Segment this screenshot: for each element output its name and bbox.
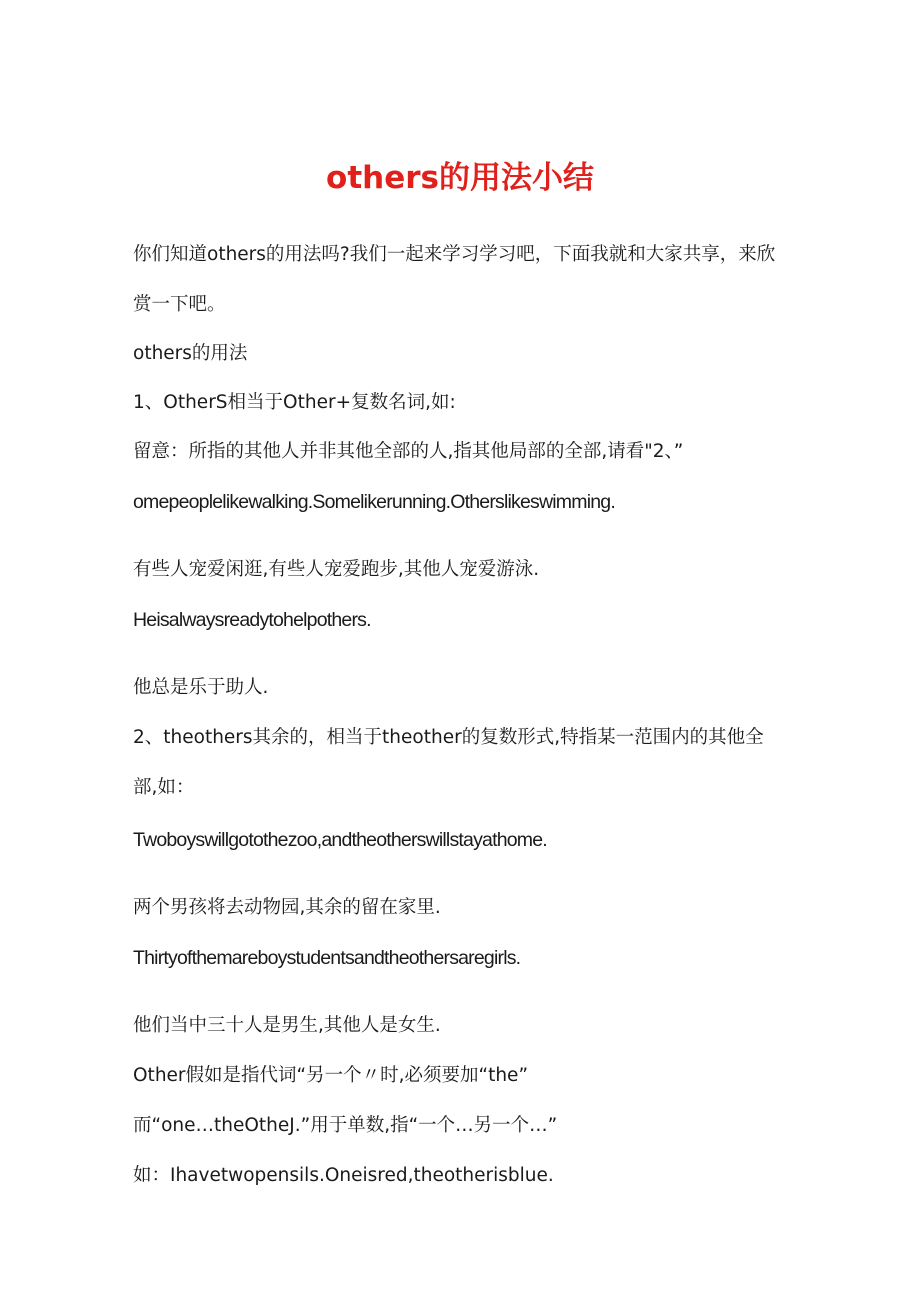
paragraph-line: 部,如： (133, 777, 195, 798)
paragraph-line: 你们知道others的用法吗?我们一起来学习学习吧，下面我就和大家共享，来欣 (133, 244, 776, 265)
paragraph-line: 1、OtherS相当于Other+复数名词,如: (133, 392, 456, 413)
example-sentence: Twoboyswillgotothezoo,andtheotherswillstayathome. (133, 829, 547, 851)
paragraph-line: Other假如是指代词“另一个〃时,必须要加“the” (133, 1065, 529, 1086)
paragraph-line: 2、theothers其余的，相当于theother的复数形式,特指某一范围内的其他全 (133, 727, 764, 748)
translation-line: 有些人宠爱闲逛,有些人宠爱跑步,其他人宠爱游泳. (133, 559, 540, 580)
example-sentence: Thirtyofthemareboystudentsandtheothersaregirls. (133, 947, 521, 969)
paragraph-line: 如：Ihavetwopensils.Oneisred,theotherisblue. (133, 1165, 554, 1186)
translation-line: 他总是乐于助人. (133, 677, 269, 698)
example-sentence: Heisalwaysreadytohelpothers. (133, 609, 371, 631)
translation-line: 两个男孩将去动物园,其余的留在家里. (133, 897, 441, 918)
example-sentence: omepeoplelikewalking.Somelikerunning.Otherslikeswimming. (133, 491, 615, 513)
paragraph-line: 留意：所指的其他人并非其他全部的人,指其他局部的全部,请看"2、” (133, 441, 684, 462)
section-heading: others的用法 (133, 343, 248, 364)
document-title: others的用法小结 (326, 160, 594, 196)
paragraph-line: 赏一下吧。 (133, 294, 226, 315)
paragraph-line: 而“one…theOtheJ.”用于单数,指“一个…另一个…” (133, 1115, 558, 1136)
translation-line: 他们当中三十人是男生,其他人是女生. (133, 1015, 441, 1036)
